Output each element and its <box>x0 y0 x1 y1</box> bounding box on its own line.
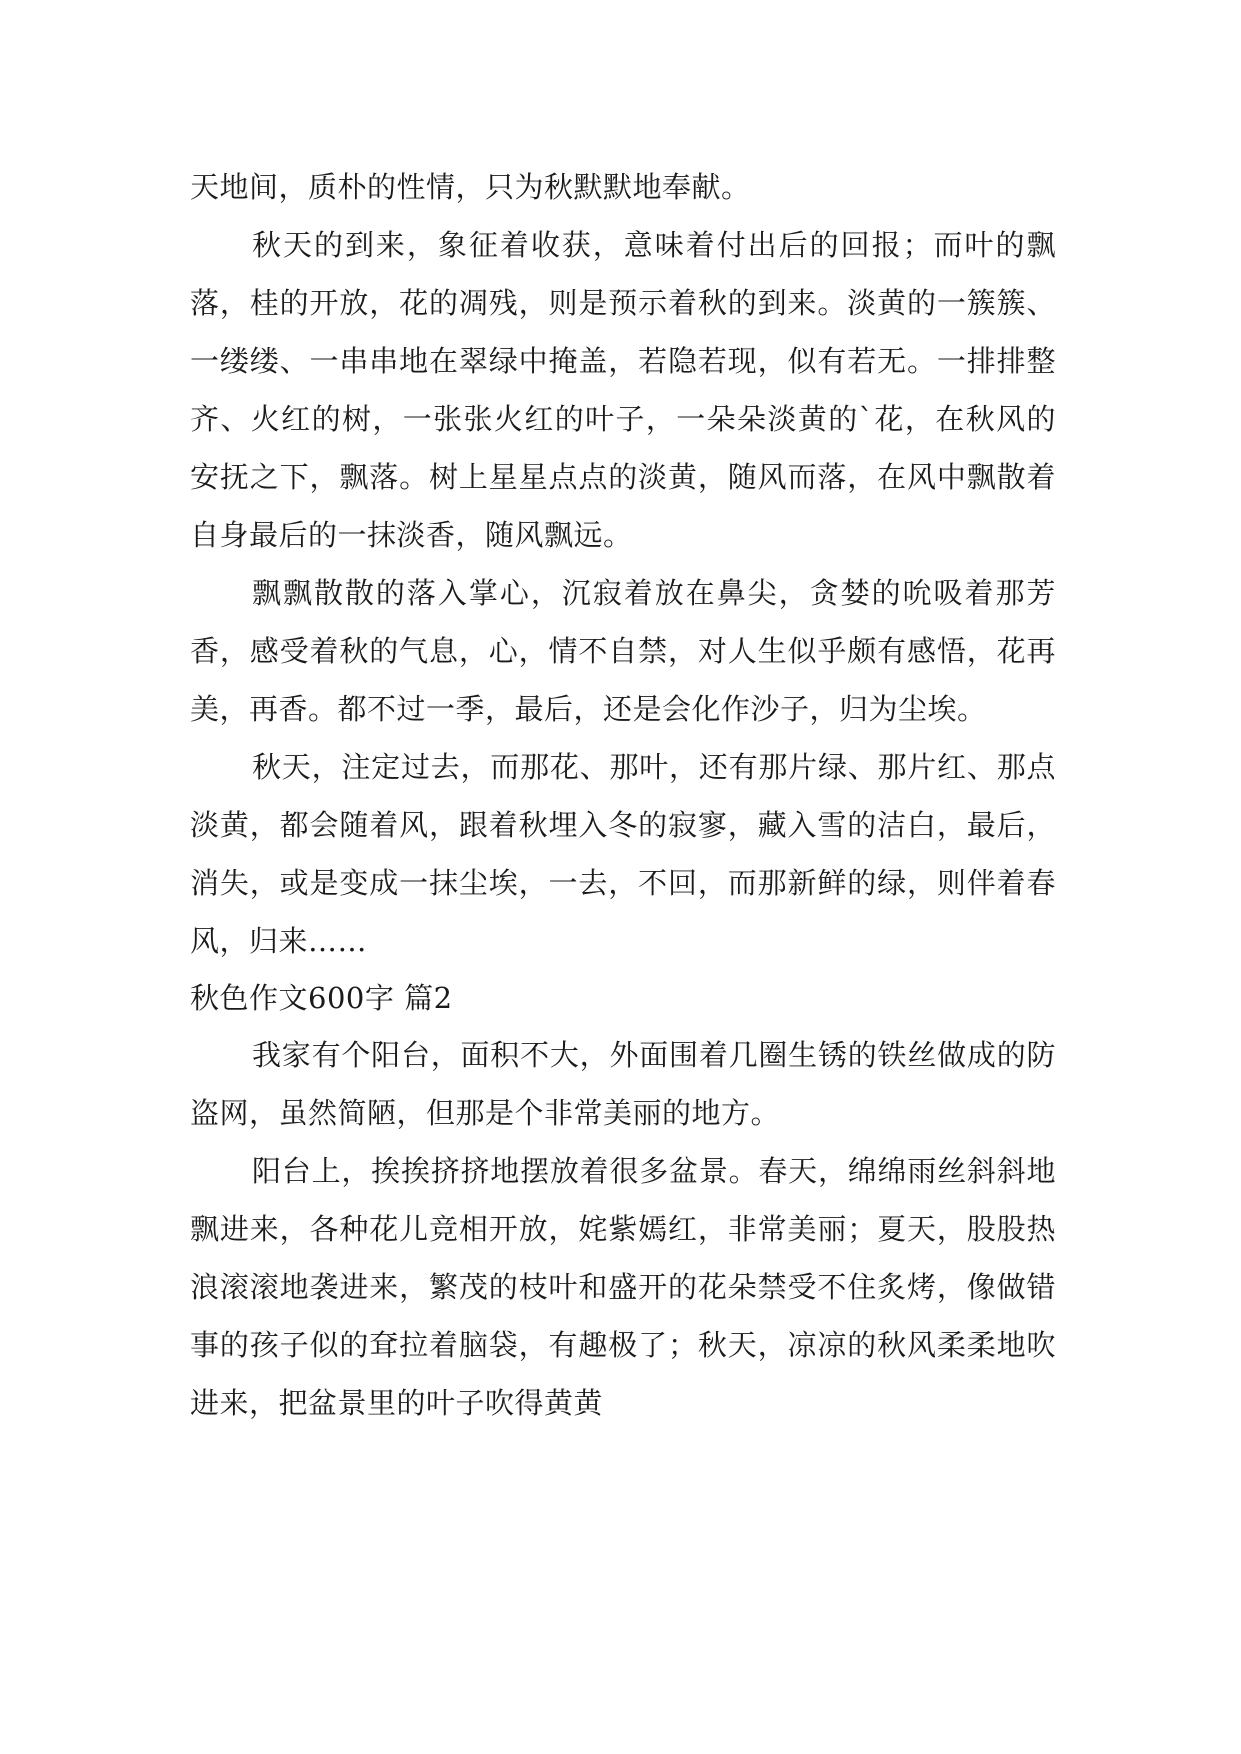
paragraph: 秋天，注定过去，而那花、那叶，还有那片绿、那片红、那点淡黄，都会随着风，跟着秋埋入冬的寂寥，藏入雪的洁白，最后，消失，或是变成一抹尘埃，一去，不回，而那新鲜的绿，则伴着春风，归来…… <box>190 750 1056 958</box>
paragraph: 飘飘散散的落入掌心，沉寂着放在鼻尖，贪婪的吮吸着那芳香，感受着秋的气息，心，情不自禁，对人生似乎颇有感悟，花再美，再香。都不过一季，最后，还是会化作沙子，归为尘埃。 <box>190 576 1056 726</box>
paragraph: 天地间，质朴的性情，只为秋默默地奉献。 <box>190 170 751 204</box>
paragraph: 秋天的到来，象征着收获，意味着付出后的回报；而叶的飘落，桂的开放，花的凋残，则是预示着秋的到来。淡黄的一簇簇、一缕缕、一串串地在翠绿中掩盖，若隐若现，似有若无。一排排整齐、火红的树，一张张火红的叶子，一朵朵淡黄的`花，在秋风的安抚之下，飘落。树上星星点点的淡黄，随风而落，在风中飘散着自身最后的一抹淡香，随风飘远。 <box>190 228 1056 552</box>
section-heading: 秋色作文600字 篇2 <box>190 981 453 1015</box>
paragraph: 我家有个阳台，面积不大，外面围着几圈生锈的铁丝做成的防盗网，虽然简陋，但那是个非常美丽的地方。 <box>190 1038 1056 1130</box>
document-body <box>190 158 1056 1432</box>
paragraph: 阳台上，挨挨挤挤地摆放着很多盆景。春天，绵绵雨丝斜斜地飘进来，各种花儿竞相开放，姹紫嫣红，非常美丽；夏天，股股热浪滚滚地袭进来，繁茂的枝叶和盛开的花朵禁受不住炙烤，像做错事的孩子似的耷拉着脑袋，有趣极了；秋天，凉凉的秋风柔柔地吹进来，把盆景里的叶子吹得黄黄 <box>190 1154 1056 1420</box>
